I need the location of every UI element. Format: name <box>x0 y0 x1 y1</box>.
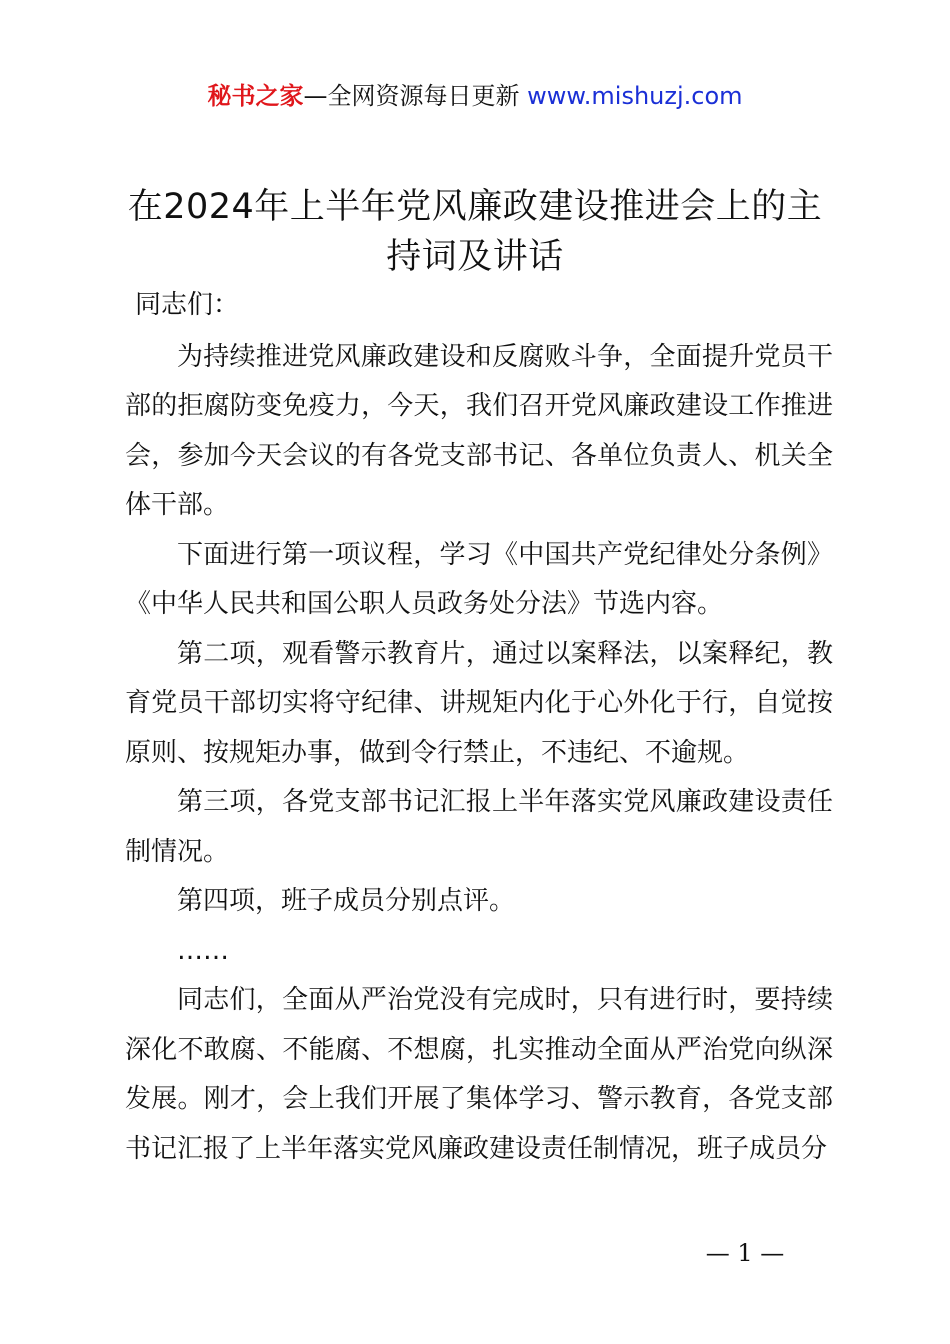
document-body <box>125 281 833 1174</box>
salutation: 同志们： <box>135 290 240 320</box>
site-url-link[interactable]: www.mishuzj.com <box>527 82 743 110</box>
banner-tagline: —全网资源每日更新 <box>303 82 520 110</box>
paragraph-opening: 为持续推进党风廉政建设和反腐败斗争，全面提升党员干部的拒腐防变免疫力，今天，我们召开党风廉政建设工作推进会，参加今天会议的有各党支部书记、各单位负责人、机关全体干部。 <box>125 341 833 520</box>
page-number: — 1 — <box>705 1239 785 1267</box>
paragraph-agenda-2: 第二项，观看警示教育片，通过以案释法，以案释纪，教育党员干部切实将守纪律、讲规矩内化于心外化于行，自觉按原则、按规矩办事，做到令行禁止，不违纪、不逾规。 <box>125 638 833 768</box>
paragraph-agenda-4: 第四项，班子成员分别点评。 <box>177 886 516 916</box>
paragraph-speech: 同志们，全面从严治党没有完成时，只有进行时，要持续深化不敢腐、不能腐、不想腐，扎实推动全面从严治党向纵深发展。刚才，会上我们开展了集体学习、警示教育，各党支部书记汇报了上半年落实党风廉政建设责任制情况，班子成员分 <box>125 985 833 1164</box>
ellipsis-line: …… <box>177 935 229 966</box>
brand-name: 秘书之家 <box>207 82 304 110</box>
paragraph-agenda-1: 下面进行第一项议程，学习《中国共产党纪律处分条例》《中华人民共和国公职人员政务处分法》节选内容。 <box>125 539 833 619</box>
site-banner <box>0 80 950 112</box>
paragraph-agenda-3: 第三项，各党支部书记汇报上半年落实党风廉政建设责任制情况。 <box>125 787 833 867</box>
document-title: 在2024年上半年党风廉政建设推进会上的主持词及讲话 <box>127 187 823 277</box>
